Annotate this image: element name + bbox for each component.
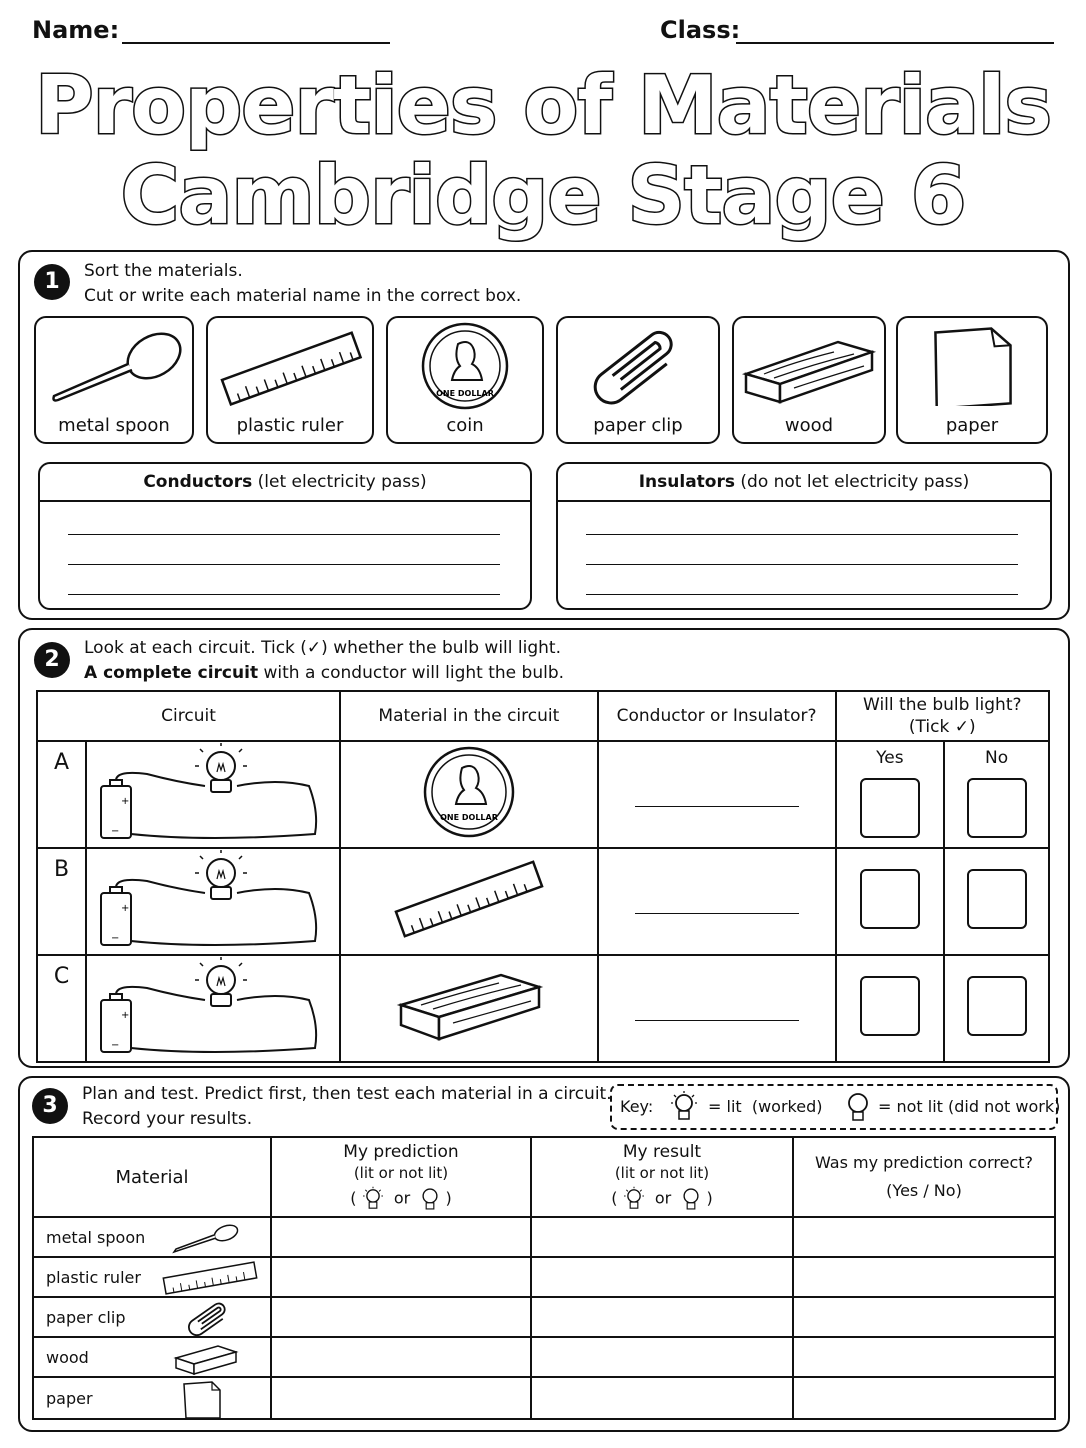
writing-line[interactable] xyxy=(68,564,500,565)
tick-box-no[interactable] xyxy=(967,869,1027,929)
key-box xyxy=(610,1084,1061,1130)
instruction-line: Sort the materials. xyxy=(84,261,243,281)
col-correct xyxy=(793,1137,1055,1217)
col-material: Material xyxy=(33,1137,271,1217)
paren: ( xyxy=(350,1188,357,1208)
writing-line[interactable] xyxy=(68,534,500,535)
circuit-table xyxy=(36,690,1050,1063)
row-letter: C xyxy=(37,955,86,1062)
material-label: coin xyxy=(446,415,484,436)
material-name: paper clip xyxy=(46,1307,126,1327)
battery-minus: − xyxy=(111,1040,120,1051)
result-cell[interactable] xyxy=(531,1217,793,1257)
spoon-icon xyxy=(170,1222,240,1256)
section-2-number: 2 xyxy=(34,642,70,678)
header-text: My result xyxy=(622,1142,702,1162)
col-circuit: Circuit xyxy=(37,691,340,741)
battery-plus: + xyxy=(121,1010,130,1021)
circuit-diagram xyxy=(86,848,340,955)
or-text: or xyxy=(654,1188,672,1208)
material-name: plastic ruler xyxy=(46,1267,141,1287)
no-cell xyxy=(944,741,1049,848)
answer-cell[interactable] xyxy=(598,848,836,955)
circuit-diagram xyxy=(86,955,340,1062)
answer-line[interactable] xyxy=(635,806,799,807)
material-card-paper[interactable] xyxy=(896,316,1048,444)
instruction-line: Cut or write each material name in the correct box. xyxy=(84,286,522,306)
wood-block-icon xyxy=(389,961,549,1051)
instruction-line: Record your results. xyxy=(82,1109,253,1129)
material-cell xyxy=(340,955,598,1062)
insulators-box[interactable] xyxy=(556,462,1052,610)
battery-plus: + xyxy=(121,796,130,807)
table-row xyxy=(33,1377,1055,1419)
section-3-instruction xyxy=(82,1082,612,1132)
wood-block-icon xyxy=(734,322,884,406)
section-2-instruction xyxy=(84,636,564,686)
prediction-cell[interactable] xyxy=(271,1297,531,1337)
material-cell xyxy=(340,848,598,955)
header-subtext: (lit or not lit) xyxy=(614,1164,710,1182)
writing-line[interactable] xyxy=(586,534,1018,535)
header-subtext: (lit or not lit) xyxy=(353,1164,449,1182)
material-card-plastic-ruler[interactable] xyxy=(206,316,374,444)
circuit-diagram xyxy=(86,741,340,848)
lit-bulb-icon xyxy=(362,1186,384,1212)
col-material: Material in the circuit xyxy=(340,691,598,741)
material-label: plastic ruler xyxy=(236,415,344,436)
table-row xyxy=(33,1257,1055,1297)
correct-cell[interactable] xyxy=(793,1257,1055,1297)
row-letter: B xyxy=(37,848,86,955)
material-cell xyxy=(33,1297,271,1337)
material-card-paper-clip[interactable] xyxy=(556,316,720,444)
battery-minus: − xyxy=(111,826,120,837)
circuit-icon xyxy=(87,742,339,842)
material-name: wood xyxy=(46,1347,89,1367)
material-label: metal spoon xyxy=(58,415,170,436)
yes-label: Yes xyxy=(876,748,904,768)
section-1-number: 1 xyxy=(34,264,70,300)
material-cell xyxy=(340,741,598,848)
coin-icon xyxy=(421,744,517,840)
no-label: No xyxy=(985,748,1009,768)
result-cell[interactable] xyxy=(531,1337,793,1377)
paren: ) xyxy=(445,1188,452,1208)
circuit-icon xyxy=(87,956,339,1056)
col-prediction xyxy=(271,1137,531,1217)
material-label: paper xyxy=(945,415,999,436)
or-text: or xyxy=(393,1188,411,1208)
col-conductor-insulator: Conductor or Insulator? xyxy=(598,691,836,741)
tick-box-yes[interactable] xyxy=(860,778,920,838)
table-row xyxy=(33,1217,1055,1257)
section-1-instruction xyxy=(84,259,521,309)
correct-cell[interactable] xyxy=(793,1337,1055,1377)
writing-line[interactable] xyxy=(586,564,1018,565)
result-cell[interactable] xyxy=(531,1257,793,1297)
col-result xyxy=(531,1137,793,1217)
yes-cell xyxy=(836,741,945,848)
ruler-icon xyxy=(160,1260,260,1296)
no-cell xyxy=(944,955,1049,1062)
header-text: Will the bulb light? xyxy=(863,695,1022,715)
unlit-bulb-icon xyxy=(846,1090,870,1124)
coin-text: ONE DOLLAR xyxy=(439,813,498,822)
ruler-icon xyxy=(384,854,554,944)
material-cell xyxy=(33,1257,271,1297)
class-field[interactable] xyxy=(736,42,1054,44)
bulb-choice xyxy=(532,1186,792,1212)
insulators-heading: Insulators (do not let electricity pass) xyxy=(558,464,1050,502)
answer-line[interactable] xyxy=(635,913,799,914)
spoon-icon xyxy=(36,322,192,406)
table-row xyxy=(33,1337,1055,1377)
circuit-icon xyxy=(87,849,339,949)
yes-cell xyxy=(836,848,945,955)
battery-plus: + xyxy=(121,903,130,914)
correct-cell[interactable] xyxy=(793,1217,1055,1257)
name-label: Name: xyxy=(32,16,120,44)
header-subtext: (Yes / No) xyxy=(886,1181,962,1200)
tick-box-yes[interactable] xyxy=(860,869,920,929)
lit-bulb-icon xyxy=(623,1186,645,1212)
material-card-metal-spoon[interactable] xyxy=(34,316,194,444)
result-cell[interactable] xyxy=(531,1297,793,1337)
bulb-choice xyxy=(272,1186,530,1212)
prediction-cell[interactable] xyxy=(271,1337,531,1377)
writing-line[interactable] xyxy=(68,594,500,595)
unlit-bulb-icon xyxy=(420,1186,440,1212)
tick-box-no[interactable] xyxy=(967,778,1027,838)
section-3-number: 3 xyxy=(32,1088,68,1124)
prediction-cell[interactable] xyxy=(271,1377,531,1419)
lit-bulb-icon xyxy=(670,1090,698,1124)
answer-line[interactable] xyxy=(635,1020,799,1021)
answer-cell[interactable] xyxy=(598,955,836,1062)
key-not-lit-text: = not lit (did not work) xyxy=(878,1097,1061,1116)
yes-cell xyxy=(836,955,945,1062)
material-label: wood xyxy=(784,415,834,436)
coin-text: ONE DOLLAR xyxy=(436,389,494,398)
row-letter: A xyxy=(37,741,86,848)
result-cell[interactable] xyxy=(531,1377,793,1419)
answer-cell[interactable] xyxy=(598,741,836,848)
correct-cell[interactable] xyxy=(793,1377,1055,1419)
wood-block-icon xyxy=(172,1342,240,1376)
paper-clip-icon xyxy=(180,1300,240,1336)
paren: ( xyxy=(611,1188,618,1208)
paper-icon xyxy=(178,1380,224,1420)
instruction-line: A complete circuit with a conductor will light the bulb. xyxy=(84,663,565,683)
paren: ) xyxy=(706,1188,713,1208)
writing-line[interactable] xyxy=(586,594,1018,595)
title-line-2: Cambridge Stage 6 xyxy=(120,149,966,242)
prediction-cell[interactable] xyxy=(271,1257,531,1297)
tick-box-no[interactable] xyxy=(967,976,1027,1036)
unlit-bulb-icon xyxy=(681,1186,701,1212)
battery-minus: − xyxy=(111,933,120,944)
coin-icon xyxy=(388,322,542,412)
header-text: (Tick ✓) xyxy=(908,717,976,737)
tick-box-yes[interactable] xyxy=(860,976,920,1036)
material-cell xyxy=(33,1217,271,1257)
paper-icon xyxy=(898,322,1046,406)
conductors-heading: Conductors (let electricity pass) xyxy=(40,464,530,502)
material-name: paper xyxy=(46,1388,93,1408)
no-cell xyxy=(944,848,1049,955)
prediction-cell[interactable] xyxy=(271,1217,531,1257)
paper-clip-icon xyxy=(558,322,718,406)
header-text: My prediction xyxy=(343,1142,459,1162)
material-card-coin[interactable] xyxy=(386,316,544,444)
material-name: metal spoon xyxy=(46,1227,146,1247)
material-cell xyxy=(33,1377,271,1419)
instruction-line: Look at each circuit. Tick (✓) whether the bulb will light. xyxy=(84,638,561,658)
material-label: paper clip xyxy=(593,415,683,436)
header-text: Was my prediction correct? xyxy=(814,1153,1034,1172)
table-row xyxy=(33,1297,1055,1337)
name-field[interactable] xyxy=(122,42,390,44)
results-table xyxy=(32,1136,1056,1420)
instruction-line: Plan and test. Predict first, then test each material in a circuit. xyxy=(82,1084,612,1104)
title-line-1: Properties of Materials xyxy=(34,59,1052,152)
ruler-icon xyxy=(208,322,372,406)
material-card-wood[interactable] xyxy=(732,316,886,444)
key-lit-text: = lit (worked) xyxy=(708,1097,823,1116)
correct-cell[interactable] xyxy=(793,1297,1055,1337)
class-label: Class: xyxy=(660,16,741,44)
material-cell xyxy=(33,1337,271,1377)
key-label: Key: xyxy=(620,1097,654,1116)
conductors-box[interactable] xyxy=(38,462,532,610)
col-will-light xyxy=(836,691,1049,741)
